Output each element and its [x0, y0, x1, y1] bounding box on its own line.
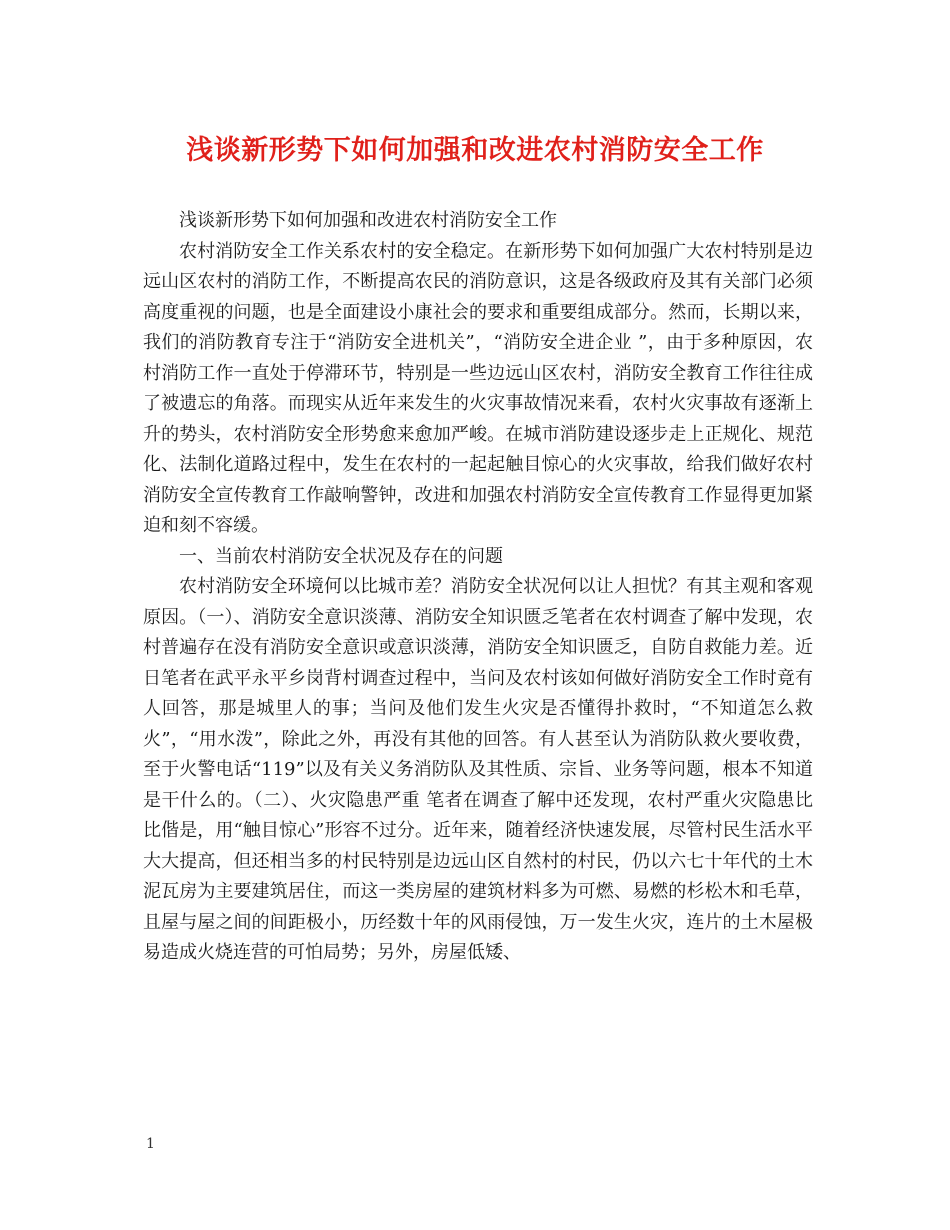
document-body: [143, 206, 813, 969]
page-number: 1: [146, 1136, 155, 1152]
section-heading: 一、当前农村消防安全状况及存在的问题: [179, 545, 503, 567]
paragraph-intro: 农村消防安全工作关系农村的安全稳定。在新形势下如何加强广大农村特别是边远山区农村的消防工作，不断提高农民的消防意识，这是各级政府及其有关部门必须高度重视的问题，也是全面建设小康社会的要求和重要组成部分。然而，长期以来，我们的消防教育专注于“消防安全进机关”，“消防安全进企业 ”，由于多种原因，农村消防工作一直处于停滞环节，特别是一些边远山区农村，消防安全教育工作往往成了被遗忘的角落。而现实从近年来发生的火灾事故情况来看，农村火灾事故有逐渐上升的势头，农村消防安全形势愈来愈加严峻。在城市消防建设逐步走上正规化、规范化、法制化道路过程中，发生在农村的一起起触目惊心的火灾事故，给我们做好农村消防安全宣传教育工作敲响警钟，改进和加强农村消防安全宣传教育工作显得更加紧迫和刻不容缓。: [143, 240, 813, 536]
paragraph-subtitle: 浅谈新形势下如何加强和改进农村消防安全工作: [179, 210, 557, 231]
document-title: 浅谈新形势下如何加强和改进农村消防安全工作: [186, 135, 764, 166]
paragraph-problems: 农村消防安全环境何以比城市差？消防安全状况何以让人担忧？有其主观和客观原因。（一）、消防安全意识淡薄、消防安全知识匮乏笔者在农村调查了解中发现，农村普遍存在没有消防安全意识或意识淡薄，消防安全知识匮乏，自防自救能力差。近日笔者在武平永平乡岗背村调查过程中，当问及农村该如何做好消防安全工作时竟有人回答，那是城里人的事；当问及他们发生火灾是否懂得扑救时，“不知道怎么救火”，“用水泼”，除此之外，再没有其他的回答。有人甚至认为消防队救火要收费，至于火警电话“119”以及有关义务消防队及其性质、宗旨、业务等问题，根本不知道是干什么的。（二）、火灾隐患严重 笔者在调查了解中还发现，农村严重火灾隐患比比偕是，用“触目惊心”形容不过分。近年来，随着经济快速发展，尽管村民生活水平大大提高，但还相当多的村民特别是边远山区自然村的村民，仍以六七十年代的土木泥瓦房为主要建筑居住，而这一类房屋的建筑材料多为可燃、易燃的杉松木和毛草，且屋与屋之间的间距极小，历经数十年的风雨侵蚀，万一发生火灾，连片的土木屋极易造成火烧连营的可怕局势；另外，房屋低矮、: [143, 576, 813, 963]
